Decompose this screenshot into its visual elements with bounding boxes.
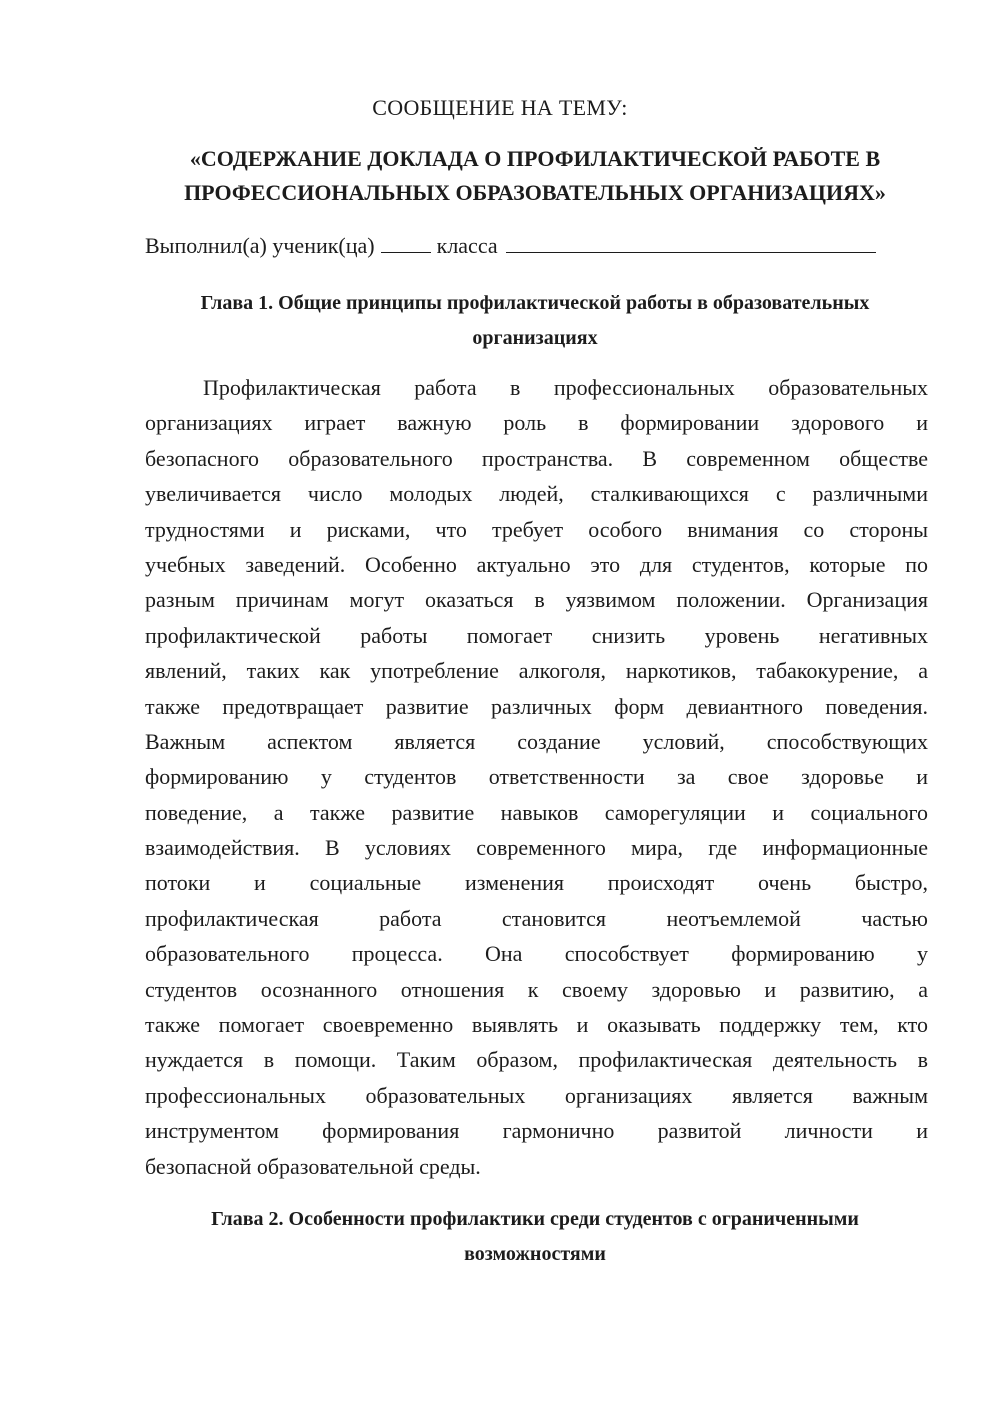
chapter-1-heading [140,286,930,356]
document-title [140,142,930,210]
paragraph-line: разным причинам могут оказаться в уязвимом положении. Организация [145,587,928,613]
paragraph-line: организациях играет важную роль в формировании здорового и [145,410,928,436]
paragraph-line: взаимодействия. В условиях современного мира, где информационные [145,835,928,861]
paragraph-line: студентов осознанного отношения к своему здоровью и развитию, а [145,976,928,1002]
title-line: «СОДЕРЖАНИЕ ДОКЛАДА О ПРОФИЛАКТИЧЕСКОЙ РАБОТЕ В [189,146,881,171]
paragraph-line: безопасной образовательной среды. [145,1153,481,1179]
grade-blank [381,230,431,253]
paragraph-line: профилактическая работа становится неотъемлемой частью [145,905,928,931]
paragraph-line: также предотвращает развитие различных форм девиантного поведения. [145,693,928,719]
performed-by-line [145,230,876,262]
chapter-heading-line: Глава 2. Особенности профилактики среди студентов с ограниченными [211,1208,859,1230]
paragraph-line: профилактической работы помогает снизить уровень негативных [145,622,928,648]
paragraph-line: поведение, а также развитие навыков саморегуляции и социального [145,799,928,825]
paragraph-line: нуждается в помощи. Таким образом, профилактическая деятельность в [145,1047,928,1073]
performed-label: Выполнил(а) ученик(ца) [145,233,375,258]
chapter-heading-line: возможностями [464,1243,606,1265]
paragraph-line: профессиональных образовательных организациях является важным [145,1082,928,1108]
paragraph-line: явлений, таких как употребление алкоголя, наркотиков, табакокурение, а [145,658,928,684]
class-label: класса [436,233,498,258]
document-heading: СООБЩЕНИЕ НА ТЕМУ: [372,95,628,120]
paragraph-line: учебных заведений. Особенно актуально это для студентов, которые по [145,551,928,577]
paragraph-line: потоки и социальные изменения происходят очень быстро, [145,870,928,896]
name-blank [506,230,876,253]
chapter-2-heading [140,1202,930,1272]
paragraph-line: Важным аспектом является создание условий, способствующих [145,728,928,754]
paragraph-line: также помогает своевременно выявлять и оказывать поддержку тем, кто [145,1012,928,1038]
paragraph-line: трудностями и рисками, что требует особого внимания со стороны [145,516,928,542]
chapter-heading-line: Глава 1. Общие принципы профилактической работы в образовательных [200,292,870,314]
paragraph-line: образовательного процесса. Она способствует формированию у [145,941,928,967]
paragraph-line: Профилактическая работа в профессиональных образовательных [203,375,928,400]
paragraph-line: увеличивается число молодых людей, сталкивающихся с различными [145,481,928,507]
title-line: ПРОФЕССИОНАЛЬНЫХ ОБРАЗОВАТЕЛЬНЫХ ОРГАНИЗАЦИЯХ» [184,180,886,205]
paragraph-line: инструментом формирования гармонично развитой личности и [145,1118,928,1144]
paragraph-line: формированию у студентов ответственности за свое здоровье и [145,764,928,790]
chapter-1-paragraph [145,370,928,1184]
paragraph-line: безопасного образовательного пространства. В современном обществе [145,445,928,471]
chapter-heading-line: организациях [472,327,598,349]
